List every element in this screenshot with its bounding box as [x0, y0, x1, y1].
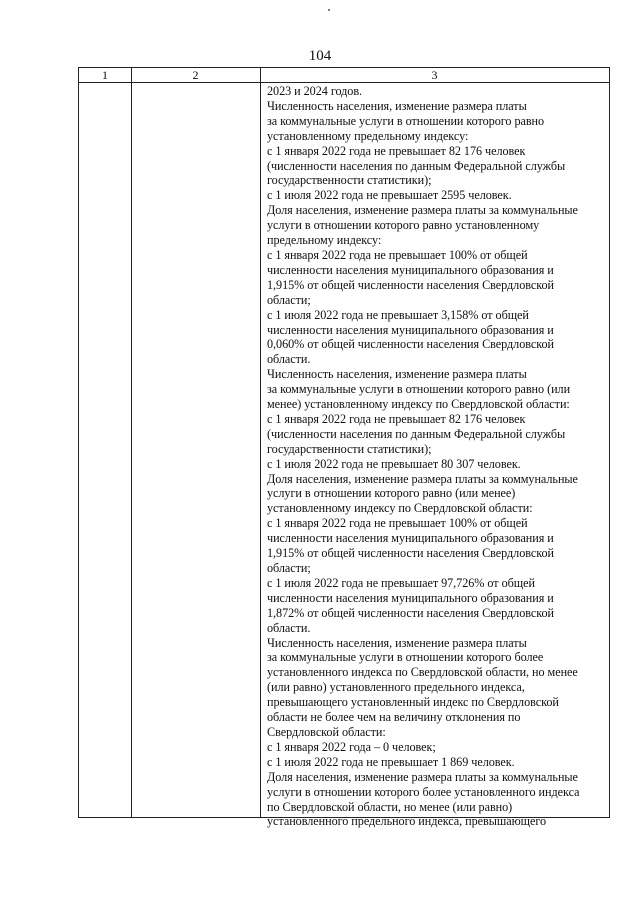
- text-line: Численность населения, изменение размера платы: [267, 367, 527, 382]
- text-line: 1,872% от общей численности населения Свердловской: [267, 605, 555, 620]
- text-line: (численности населения по данным Федеральной службы: [267, 426, 566, 441]
- text-line: установленному индексу по Свердловской области:: [267, 501, 533, 516]
- text-line: за коммунальные услуги в отношении которого более: [267, 650, 544, 665]
- scan-dot: [328, 9, 330, 11]
- text-line: Численность населения, изменение размера платы: [267, 635, 527, 650]
- text-line: с 1 января 2022 года не превышает 82 176 человек: [267, 411, 526, 426]
- text-line: с 1 июля 2022 года не превышает 3,158% от общей: [267, 307, 529, 322]
- text-line: Численность населения, изменение размера платы: [267, 98, 527, 113]
- text-line: установленного индекса по Свердловской области, но менее: [267, 665, 578, 680]
- text-line: области.: [267, 620, 311, 635]
- text-line: Свердловской области:: [267, 724, 386, 739]
- text-line: Доля населения, изменение размера платы за коммунальные: [267, 203, 578, 218]
- text-line: с 1 июля 2022 года не превышает 97,726% от общей: [267, 575, 535, 590]
- text-line: области не более чем на величину отклонения по: [267, 710, 521, 725]
- text-line: 1,915% от общей численности населения Свердловской: [267, 277, 555, 292]
- table-header-row: [79, 68, 609, 83]
- page-number: 104: [308, 48, 332, 64]
- text-line: менее) установленному индексу по Свердловской области:: [267, 397, 570, 412]
- text-line: предельному индексу:: [267, 233, 382, 248]
- text-line: превышающего установленный индекс по Свердловской: [267, 695, 559, 710]
- text-line: Доля населения, изменение размера платы за коммунальные: [267, 471, 578, 486]
- text-line: с 1 января 2022 года – 0 человек;: [267, 739, 436, 754]
- text-line: с 1 июля 2022 года не превышает 2595 человек.: [267, 188, 512, 203]
- text-line: численности населения муниципального образования и: [267, 322, 554, 337]
- text-line: численности населения муниципального образования и: [267, 531, 554, 546]
- column-3-text: [267, 84, 607, 829]
- text-line: государственности статистики);: [267, 441, 432, 456]
- text-line: (или равно) установленного предельного индекса,: [267, 680, 525, 695]
- text-line: численности населения муниципального образования и: [267, 262, 554, 277]
- text-line: за коммунальные услуги в отношении которого равно: [267, 113, 545, 128]
- column-header-2: 2: [192, 68, 199, 82]
- text-line: численности населения муниципального образования и: [267, 590, 554, 605]
- text-line: 1,915% от общей численности населения Свердловской: [267, 546, 555, 561]
- text-line: услуги в отношении которого равно установленному: [267, 218, 540, 233]
- text-line: установленного предельного индекса, превышающего: [267, 814, 547, 829]
- column-header-3: 3: [431, 68, 438, 82]
- text-line: государственности статистики);: [267, 173, 432, 188]
- text-line: (численности населения по данным Федеральной службы: [267, 158, 566, 173]
- text-line: установленному предельному индексу:: [267, 128, 469, 143]
- text-line: с 1 января 2022 года не превышает 100% от общей: [267, 247, 528, 262]
- text-line: области;: [267, 561, 311, 575]
- text-line: с 1 января 2022 года не превышает 100% от общей: [267, 516, 528, 531]
- text-line: 0,060% от общей численности населения Свердловской: [267, 337, 555, 352]
- text-line: услуги в отношении которого равно (или менее): [267, 486, 516, 501]
- column-divider: [260, 68, 261, 817]
- column-divider: [131, 68, 132, 817]
- text-line: Доля населения, изменение размера платы за коммунальные: [267, 769, 578, 784]
- text-line: области.: [267, 352, 311, 367]
- text-line: по Свердловской области, но менее (или равно): [267, 799, 513, 814]
- text-line: с 1 июля 2022 года не превышает 1 869 человек.: [267, 754, 515, 769]
- text-line: с 1 января 2022 года не превышает 82 176 человек: [267, 143, 526, 158]
- document-table: [78, 67, 610, 829]
- text-line: области;: [267, 292, 311, 307]
- text-line: за коммунальные услуги в отношении которого равно (или: [267, 382, 571, 397]
- text-line: с 1 июля 2022 года не превышает 80 307 человек.: [267, 456, 521, 471]
- text-line: 2023 и 2024 годов.: [267, 84, 363, 98]
- column-header-1: 1: [102, 68, 108, 82]
- text-line: услуги в отношении которого более установленного индекса: [267, 784, 580, 799]
